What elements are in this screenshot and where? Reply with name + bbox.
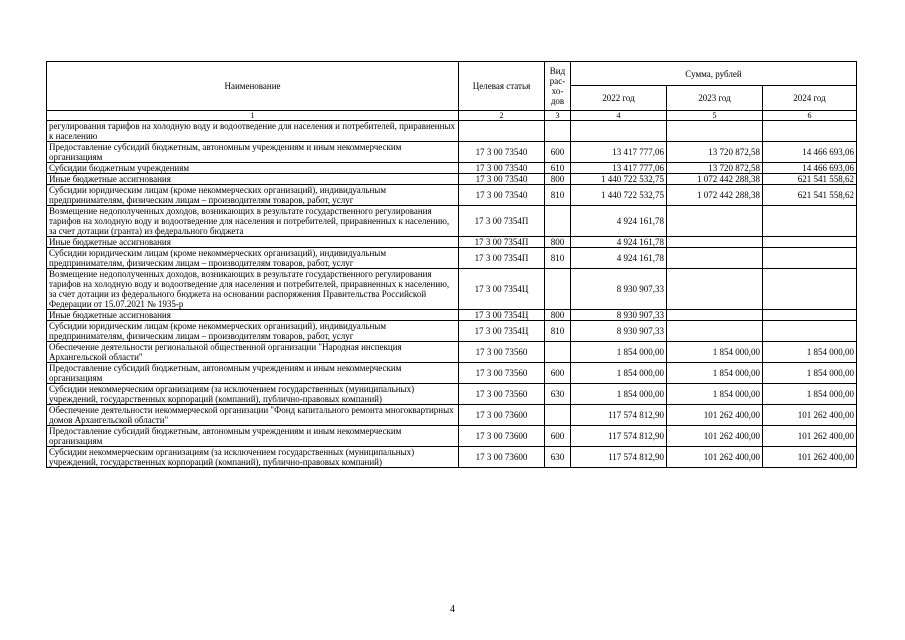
row-sum-2022: 1 440 722 532,75 (571, 185, 667, 206)
page-number: 4 (450, 604, 455, 615)
row-name: Субсидии юридическим лицам (кроме некоммерческих организаций), индивидуальным предпринимателям, физическим лицам – производителям товаров, работ, услуг (47, 248, 459, 269)
row-target-article: 17 3 00 73540 (459, 185, 545, 206)
row-sum-2023 (667, 269, 763, 310)
row-sum-2023: 1 854 000,00 (667, 342, 763, 363)
row-sum-2024 (763, 321, 857, 342)
row-sum-2022: 117 574 812,90 (571, 405, 667, 426)
row-sum-2024: 101 262 400,00 (763, 447, 857, 468)
header-sum: Сумма, рублей (571, 62, 857, 86)
row-sum-2022 (571, 121, 667, 142)
table-header (47, 62, 857, 121)
row-sum-2024: 1 854 000,00 (763, 384, 857, 405)
row-sum-2022: 8 930 907,33 (571, 321, 667, 342)
table-row (47, 447, 857, 468)
row-sum-2022: 8 930 907,33 (571, 269, 667, 310)
header-target-article: Целевая статья (459, 62, 545, 111)
row-target-article: 17 3 00 7354Ц (459, 269, 545, 310)
row-sum-2023 (667, 121, 763, 142)
table-row (47, 342, 857, 363)
row-expense-type: 630 (545, 447, 571, 468)
row-sum-2024 (763, 121, 857, 142)
row-sum-2024 (763, 237, 857, 248)
header-year-2022: 2022 год (571, 86, 667, 111)
row-target-article: 17 3 00 7354Ц (459, 321, 545, 342)
table-row (47, 426, 857, 447)
row-expense-type (545, 121, 571, 142)
row-expense-type: 600 (545, 426, 571, 447)
row-target-article: 17 3 00 73540 (459, 142, 545, 163)
row-expense-type: 800 (545, 310, 571, 321)
column-number: 4 (571, 111, 667, 121)
row-name: Предоставление субсидий бюджетным, автономным учреждениям и иным некоммерческим организациям (47, 363, 459, 384)
table-row (47, 174, 857, 185)
row-target-article: 17 3 00 7354П (459, 248, 545, 269)
header-name: Наименование (47, 62, 459, 111)
row-name: Возмещение недополученных доходов, возникающих в результате государственного регулирования тарифов на холодную воду и водоотведение для населения и потребителей, приравненных к населению, за счет дотации из федерального бюджета на основании распоряжения Правительства Российской Федерации от 15.07.2021 № 1935-р (47, 269, 459, 310)
column-number: 5 (667, 111, 763, 121)
row-sum-2023: 13 720 872,58 (667, 163, 763, 174)
row-name: Иные бюджетные ассигнования (47, 174, 459, 185)
budget-table (46, 61, 857, 468)
row-sum-2022: 13 417 777,06 (571, 163, 667, 174)
table-body (47, 121, 857, 468)
row-sum-2023 (667, 310, 763, 321)
row-expense-type: 600 (545, 363, 571, 384)
table-row (47, 310, 857, 321)
row-name: Предоставление субсидий бюджетным, автономным учреждениям и иным некоммерческим организациям (47, 142, 459, 163)
row-expense-type: 800 (545, 174, 571, 185)
row-sum-2022: 117 574 812,90 (571, 426, 667, 447)
row-sum-2024: 14 466 693,06 (763, 142, 857, 163)
row-sum-2024: 621 541 558,62 (763, 185, 857, 206)
column-number: 6 (763, 111, 857, 121)
column-number: 3 (545, 111, 571, 121)
row-sum-2024 (763, 248, 857, 269)
row-sum-2022: 1 854 000,00 (571, 363, 667, 384)
row-expense-type: 810 (545, 185, 571, 206)
row-sum-2023: 1 854 000,00 (667, 384, 763, 405)
column-number-row (47, 111, 857, 121)
row-sum-2024: 1 854 000,00 (763, 363, 857, 384)
row-sum-2023 (667, 248, 763, 269)
table-row (47, 206, 857, 237)
row-sum-2023: 13 720 872,58 (667, 142, 763, 163)
table-row (47, 269, 857, 310)
table-row (47, 363, 857, 384)
row-sum-2024: 101 262 400,00 (763, 426, 857, 447)
row-sum-2022: 4 924 161,78 (571, 248, 667, 269)
column-number: 1 (47, 111, 459, 121)
row-target-article: 17 3 00 73600 (459, 405, 545, 426)
row-sum-2024 (763, 269, 857, 310)
row-sum-2022: 8 930 907,33 (571, 310, 667, 321)
row-target-article: 17 3 00 73600 (459, 447, 545, 468)
row-sum-2023: 101 262 400,00 (667, 426, 763, 447)
row-expense-type: 810 (545, 321, 571, 342)
table-row (47, 248, 857, 269)
row-name: Субсидии юридическим лицам (кроме некоммерческих организаций), индивидуальным предпринимателям, физическим лицам – производителям товаров, работ, услуг (47, 185, 459, 206)
row-target-article: 17 3 00 73560 (459, 342, 545, 363)
header-year-2023: 2023 год (667, 86, 763, 111)
row-sum-2024: 621 541 558,62 (763, 174, 857, 185)
row-expense-type: 810 (545, 248, 571, 269)
row-sum-2024: 101 262 400,00 (763, 405, 857, 426)
row-sum-2022: 1 440 722 532,75 (571, 174, 667, 185)
row-sum-2024: 14 466 693,06 (763, 163, 857, 174)
row-sum-2024: 1 854 000,00 (763, 342, 857, 363)
row-target-article: 17 3 00 7354П (459, 206, 545, 237)
row-sum-2022: 1 854 000,00 (571, 342, 667, 363)
row-name: Обеспечение деятельности некоммерческой организации "Фонд капитального ремонта многоквартирных домов Архангельской области" (47, 405, 459, 426)
row-expense-type (545, 405, 571, 426)
table-row (47, 405, 857, 426)
row-sum-2023 (667, 206, 763, 237)
row-name: Субсидии бюджетным учреждениям (47, 163, 459, 174)
row-sum-2024 (763, 206, 857, 237)
table-row (47, 121, 857, 142)
table-row (47, 185, 857, 206)
row-sum-2022: 13 417 777,06 (571, 142, 667, 163)
table-row (47, 237, 857, 248)
row-sum-2023: 1 854 000,00 (667, 363, 763, 384)
row-target-article: 17 3 00 73540 (459, 163, 545, 174)
row-sum-2024 (763, 310, 857, 321)
row-name: Субсидии некоммерческим организациям (за исключением государственных (муниципальных) учреждений, государственных корпораций (компаний), публично-правовых компаний) (47, 447, 459, 468)
row-name: Иные бюджетные ассигнования (47, 237, 459, 248)
row-expense-type (545, 269, 571, 310)
row-name: регулирования тарифов на холодную воду и водоотведение для населения и потребителей, приравненных к населению (47, 121, 459, 142)
row-sum-2022: 117 574 812,90 (571, 447, 667, 468)
row-target-article: 17 3 00 7354Ц (459, 310, 545, 321)
row-expense-type: 630 (545, 384, 571, 405)
row-sum-2023: 101 262 400,00 (667, 405, 763, 426)
row-expense-type: 610 (545, 163, 571, 174)
row-sum-2023: 1 072 442 288,38 (667, 185, 763, 206)
header-expense-type: Вид рас-хо-дов (545, 62, 571, 111)
row-name: Возмещение недополученных доходов, возникающих в результате государственного регулирования тарифов на холодную воду и водоотведение для населения и потребителей, приравненных к населению, за счет дотации (гранта) из федерального бюджета (47, 206, 459, 237)
row-target-article: 17 3 00 73560 (459, 384, 545, 405)
row-sum-2023: 1 072 442 288,38 (667, 174, 763, 185)
table-row (47, 142, 857, 163)
row-name: Субсидии юридическим лицам (кроме некоммерческих организаций), индивидуальным предпринимателям, физическим лицам – производителям товаров, работ, услуг (47, 321, 459, 342)
row-name: Субсидии некоммерческим организациям (за исключением государственных (муниципальных) учреждений, государственных корпораций (компаний), публично-правовых компаний) (47, 384, 459, 405)
table-row (47, 163, 857, 174)
row-expense-type: 800 (545, 237, 571, 248)
row-name: Обеспечение деятельности региональной общественной организации "Народная инспекция Архангельской области" (47, 342, 459, 363)
row-target-article: 17 3 00 73600 (459, 426, 545, 447)
row-target-article: 17 3 00 7354П (459, 237, 545, 248)
row-sum-2023 (667, 321, 763, 342)
table-row (47, 321, 857, 342)
row-sum-2023: 101 262 400,00 (667, 447, 763, 468)
row-name: Иные бюджетные ассигнования (47, 310, 459, 321)
row-target-article (459, 121, 545, 142)
row-sum-2023 (667, 237, 763, 248)
row-expense-type (545, 206, 571, 237)
row-name: Предоставление субсидий бюджетным, автономным учреждениям и иным некоммерческим организациям (47, 426, 459, 447)
table-row (47, 384, 857, 405)
row-sum-2022: 4 924 161,78 (571, 237, 667, 248)
row-sum-2022: 1 854 000,00 (571, 384, 667, 405)
row-expense-type (545, 342, 571, 363)
header-year-2024: 2024 год (763, 86, 857, 111)
row-target-article: 17 3 00 73560 (459, 363, 545, 384)
column-number: 2 (459, 111, 545, 121)
row-sum-2022: 4 924 161,78 (571, 206, 667, 237)
row-target-article: 17 3 00 73540 (459, 174, 545, 185)
row-expense-type: 600 (545, 142, 571, 163)
